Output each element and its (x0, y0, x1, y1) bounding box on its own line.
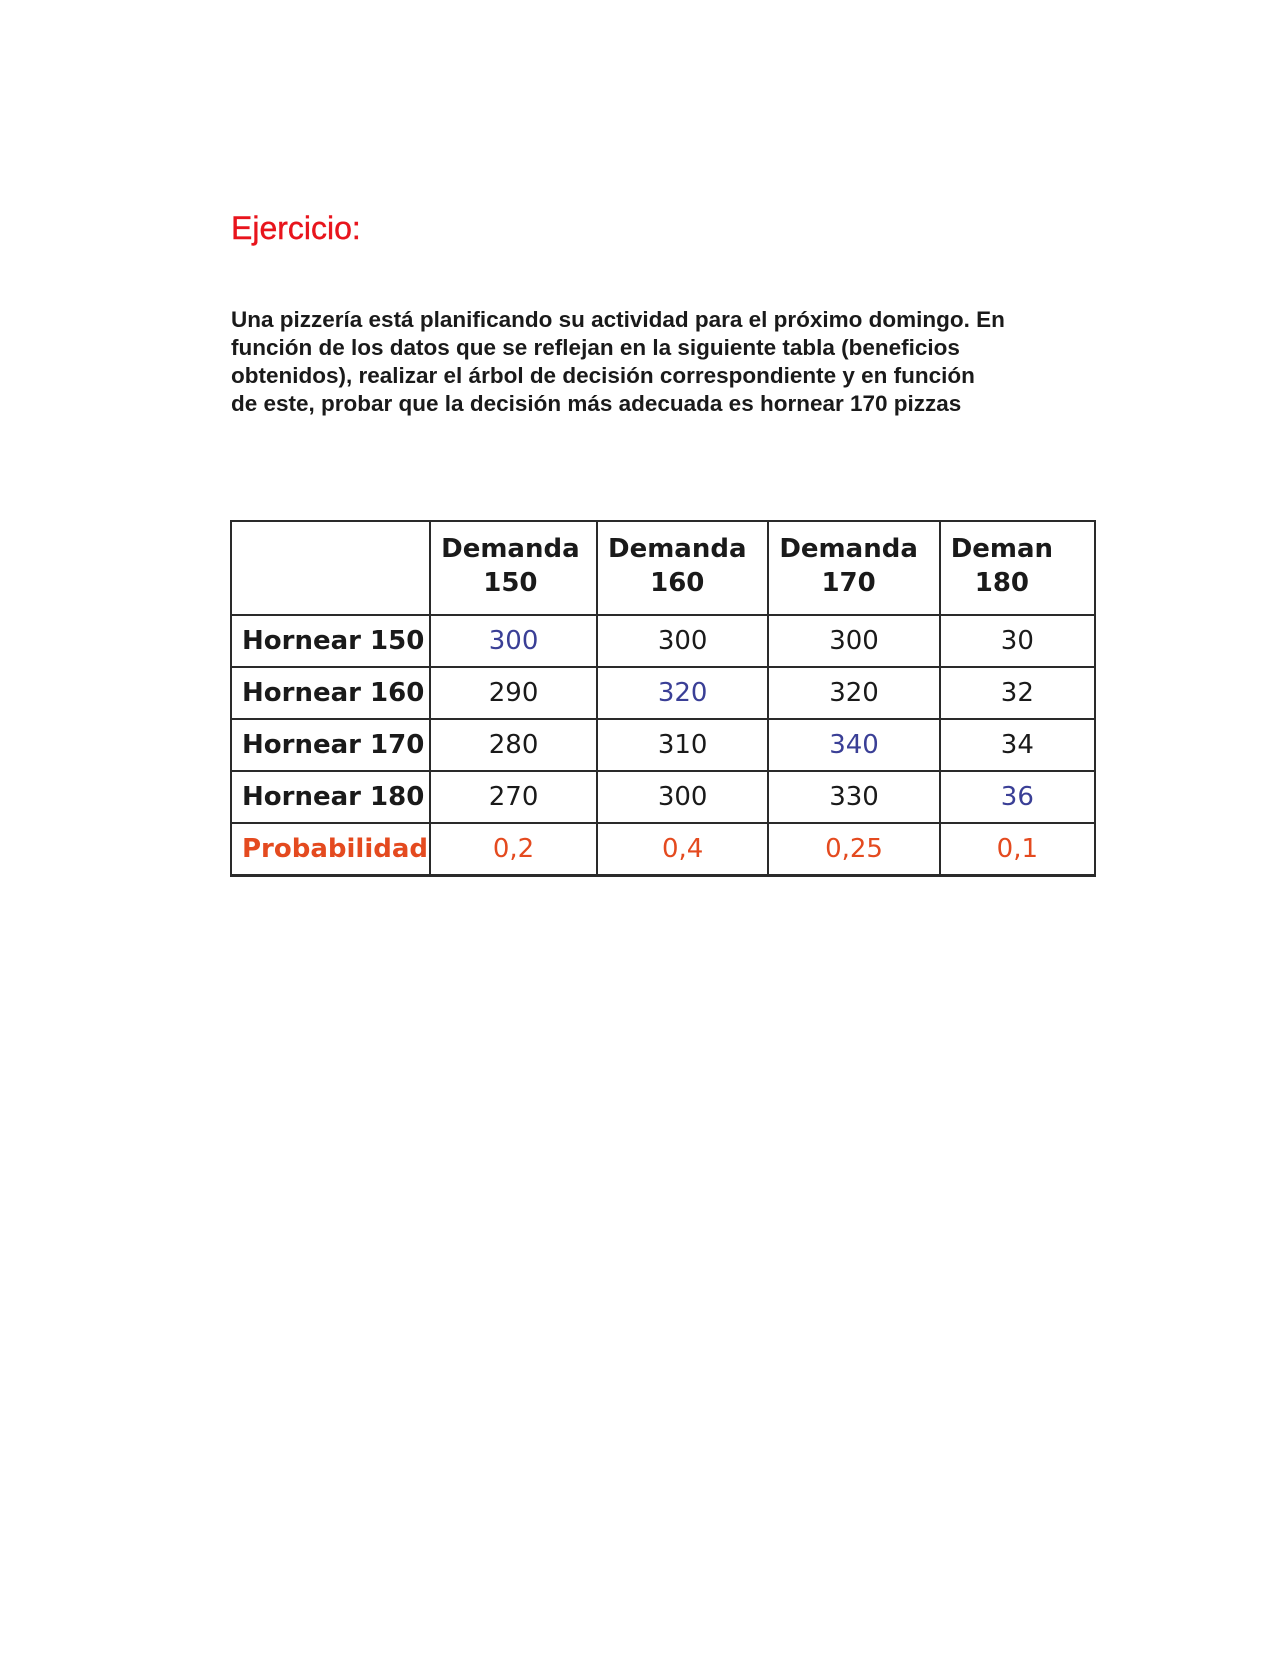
table-cell: 320 (768, 667, 939, 719)
intro-line: de este, probar que la decisión más adecuada es hornear 170 pizzas (231, 391, 962, 416)
table-cell: 34 (940, 719, 1095, 771)
row-label: Hornear 160 (231, 667, 430, 719)
column-header (597, 521, 768, 615)
table-row (231, 667, 1095, 719)
table-viewport (230, 520, 1096, 886)
column-header (430, 521, 597, 615)
column-header (768, 521, 939, 615)
table-cell: 300 (597, 615, 768, 667)
probability-label: Probabilidad (231, 823, 430, 876)
header-row (231, 521, 1095, 615)
table-cell: 300 (768, 615, 939, 667)
table-row (231, 719, 1095, 771)
column-header-line2: 180 (974, 568, 1030, 598)
column-header-line1: Demanda (608, 534, 747, 564)
table-cell: 340 (768, 719, 939, 771)
table-cell: 30 (940, 615, 1095, 667)
table-cell: 320 (597, 667, 768, 719)
page-title: Ejercicio: (231, 210, 361, 246)
table-row (231, 771, 1095, 823)
column-header-line1: Demanda (779, 534, 918, 564)
row-label: Hornear 180 (231, 771, 430, 823)
probability-cell: 0,2 (430, 823, 597, 876)
intro-line: Una pizzería está planificando su actividad para el próximo domingo. En (231, 307, 1005, 332)
table-cell: 300 (597, 771, 768, 823)
probability-cell: 0,1 (940, 823, 1095, 876)
table-row (231, 615, 1095, 667)
profit-table (230, 520, 1096, 877)
intro-paragraph (231, 306, 1111, 418)
column-header-line1: Demanda (441, 534, 580, 564)
column-header-line1: Deman (950, 534, 1054, 564)
table-cell: 270 (430, 771, 597, 823)
corner-cell (231, 521, 430, 615)
column-header (940, 521, 1095, 615)
table-cell: 330 (768, 771, 939, 823)
column-header-line2: 170 (821, 568, 876, 598)
table-cell: 300 (430, 615, 597, 667)
table-cell: 36 (940, 771, 1095, 823)
table-cell: 290 (430, 667, 597, 719)
intro-line: obtenidos), realizar el árbol de decisión correspondiente y en función (231, 363, 975, 388)
intro-line: función de los datos que se reflejan en la siguiente tabla (beneficios (231, 335, 960, 360)
probability-cell: 0,25 (768, 823, 939, 876)
probability-cell: 0,4 (597, 823, 768, 876)
row-label: Hornear 170 (231, 719, 430, 771)
table-cell: 32 (940, 667, 1095, 719)
table-cell: 310 (597, 719, 768, 771)
column-header-line2: 160 (650, 568, 705, 598)
table-cell: 280 (430, 719, 597, 771)
row-label: Hornear 150 (231, 615, 430, 667)
column-header-line2: 150 (483, 568, 538, 598)
probability-row (231, 823, 1095, 876)
